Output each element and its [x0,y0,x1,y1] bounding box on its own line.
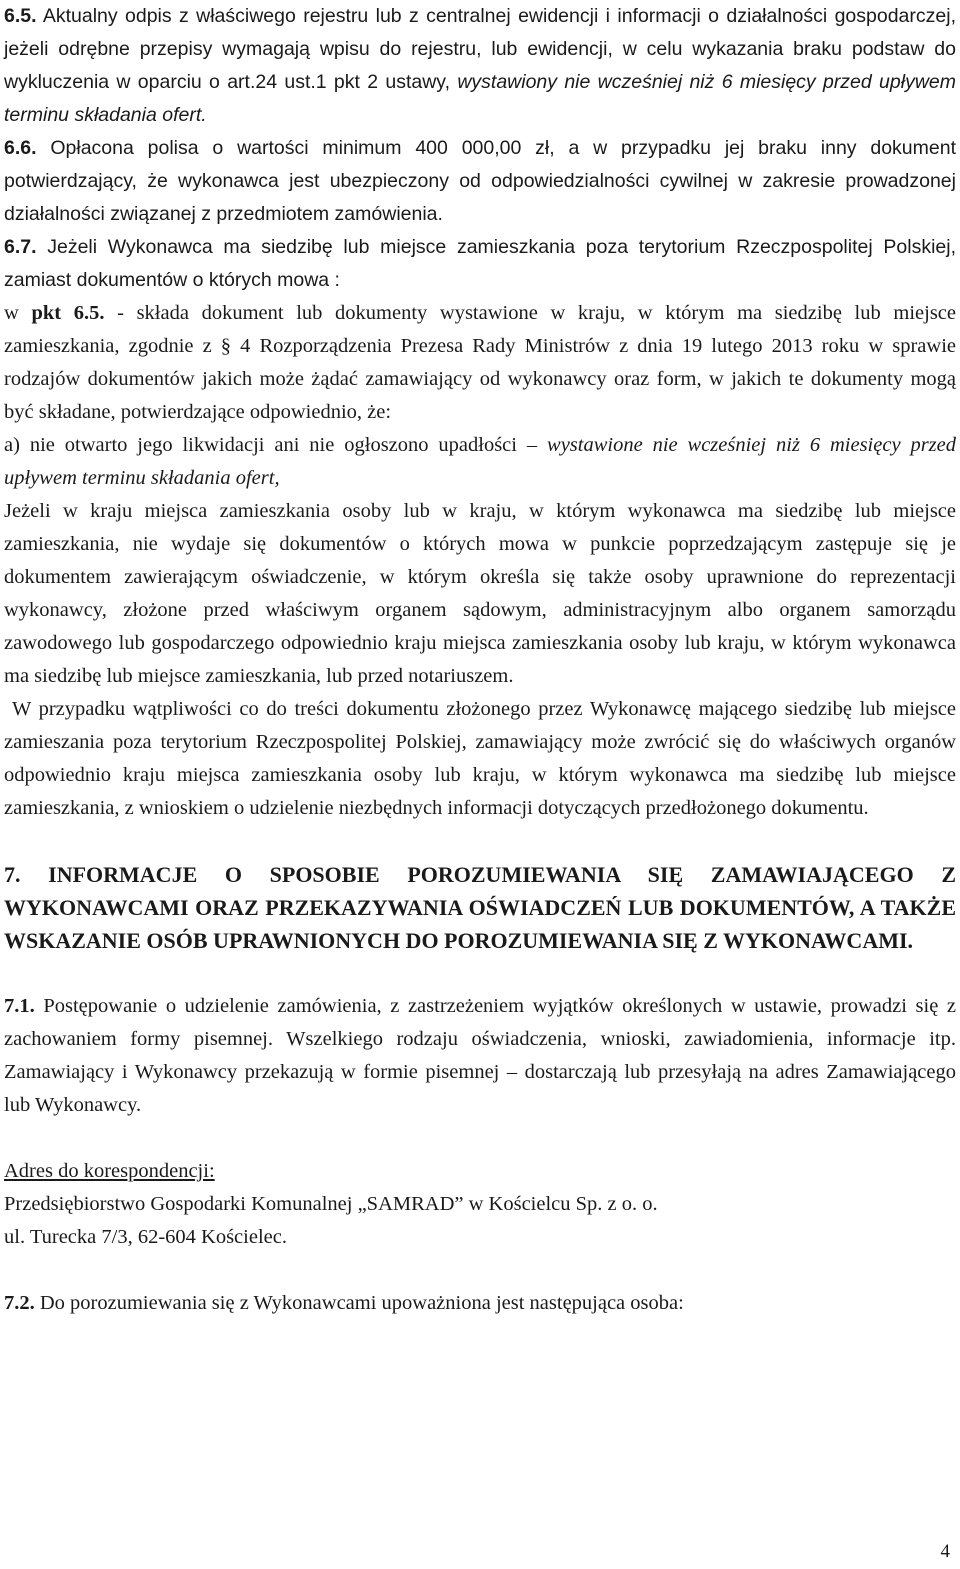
paragraph-text: - składa dokument lub dokumenty wystawione w kraju, w którym ma siedzibę lub miejsce zamieszkania, zgodnie z § 4 Rozporządzenia Prezesa Rady Ministrów z dnia 19 lutego 2013 roku w sprawie rodzajów dokumentów jakich może żądać zamawiający od wykonawcy oraz form, w jakich te dokumenty mogą być składane, potwierdzające odpowiednio, że: [4,302,956,423]
paragraph-7-1 [4,990,956,1122]
paragraph-doubts: W przypadku wątpliwości co do treści dokumentu złożonego przez Wykonawcę mającego siedzibę lub miejsce zamieszania poza terytorium Rzeczpospolitej Polskiej, zamawiający może zwrócić się do właściwych organów odpowiednio kraju miejsca zamieszkania osoby lub kraju, w którym wykonawca ma siedzibę lub miejsce zamieszkania, z wnioskiem o udzielenie niezbędnych informacji dotyczących przedłożonego dokumentu. [4,698,956,819]
document-page [4,0,956,1320]
paragraph-text: Opłacona polisa o wartości minimum 400 000,00 zł, a w przypadku jej braku inny dokument potwierdzający, że wykonawca jest ubezpieczony od odpowiedzialności cywilnej w zakresie prowadzonej działalności związanej z przedmiotem zamówienia. [4,137,956,225]
spacer [4,1122,956,1155]
item-a-italic: wystawione nie wcześniej niż 6 miesięcy przed upływem terminu składania ofert, [4,434,956,489]
paragraph-text: Jeżeli Wykonawca ma siedzibę lub miejsce zamieszkania poza terytorium Rzeczpospolitej Polskiej, zamiast dokumentów o których mowa : [4,236,956,291]
spacer [4,825,956,858]
paragraph-text: Postępowanie o udzielenie zamówienia, z zastrzeżeniem wyjątków określonych w ustawie, prowadzi się z zachowaniem formy pisemnej. Wszelkiego rodzaju oświadczenia, wnioski, zawiadomienia, informacje itp. Zamawiający i Wykonawcy przekazują w formie pisemnej – dostarczają lub przesyłają na adres Zamawiającego lub Wykonawcy. [4,995,956,1116]
section-number: 6.7. [4,236,37,258]
section-7-heading: 7. INFORMACJE O SPOSOBIE POROZUMIEWANIA SIĘ ZAMAWIAJĄCEGO Z WYKONAWCAMI ORAZ PRZEKAZYWANIA OŚWIADCZEŃ LUB DOKUMENTÓW, A TAKŻE WSKAZANIE OSÓB UPRAWNIONYCH DO POROZUMIEWANIA SIĘ Z WYKONAWCAMI. [4,862,956,953]
paragraph-pkt-6-5 [4,297,956,429]
paragraph-6-6 [4,132,956,231]
section-number: 6.6. [4,137,37,159]
spacer [4,1254,956,1287]
section-number: 6.5. [4,5,37,27]
pkt-prefix: w [4,302,32,324]
address-line-2: ul. Turecka 7/3, 62-604 Kościelec. [4,1226,287,1248]
spacer [4,957,956,990]
address-label [4,1155,956,1188]
paragraph-6-5 [4,0,956,132]
pkt-reference: pkt 6.5. [31,302,105,324]
paragraph-7-2 [4,1287,956,1320]
paragraph-substitute-document: Jeżeli w kraju miejsca zamieszkania osoby lub w kraju, w którym wykonawca ma siedzibę lub miejsce zamieszkania, nie wydaje się dokumentów o których mowa w punkcie poprzedzającym zastępuje się je dokumentem zawierającym oświadczenie, w którym określa się także osoby uprawnione do reprezentacji wykonawcy, złożone przed właściwym organem sądowym, administracyjnym albo organem samorządu zawodowego lub gospodarczego odpowiednio kraju miejsca zamieszkania osoby lub kraju, w którym wykonawca ma siedzibę lub miejsce zamieszkania, lub przed notariuszem. [4,500,956,687]
paragraph-6-7 [4,231,956,297]
paragraph-text: Aktualny odpis z właściwego rejestru lub z centralnej ewidencji i informacji o działalności gospodarczej, jeżeli odrębne przepisy wymagają wpisu do rejestru, lub ewidencji, w celu wykazania braku podstaw do wykluczenia w oparciu o art.24 ust.1 pkt 2 ustawy, [4,5,956,93]
section-number: 7.1. [4,995,35,1017]
item-a-text: a) nie otwarto jego likwidacji ani nie ogłoszono upadłości – [4,434,548,456]
address-line-1: Przedsiębiorstwo Gospodarki Komunalnej „SAMRAD” w Kościelcu Sp. z o. o. [4,1193,658,1215]
italic-note: wystawiony nie wcześniej niż 6 miesięcy przed upływem terminu składania ofert. [4,71,956,126]
page-number: 4 [940,1541,950,1562]
address-label-text: Adres do korespondencji: [4,1160,215,1182]
section-number: 7.2. [4,1292,35,1314]
paragraph-text: Do porozumiewania się z Wykonawcami upoważniona jest następująca osoba: [34,1292,684,1314]
item-a [4,429,956,495]
